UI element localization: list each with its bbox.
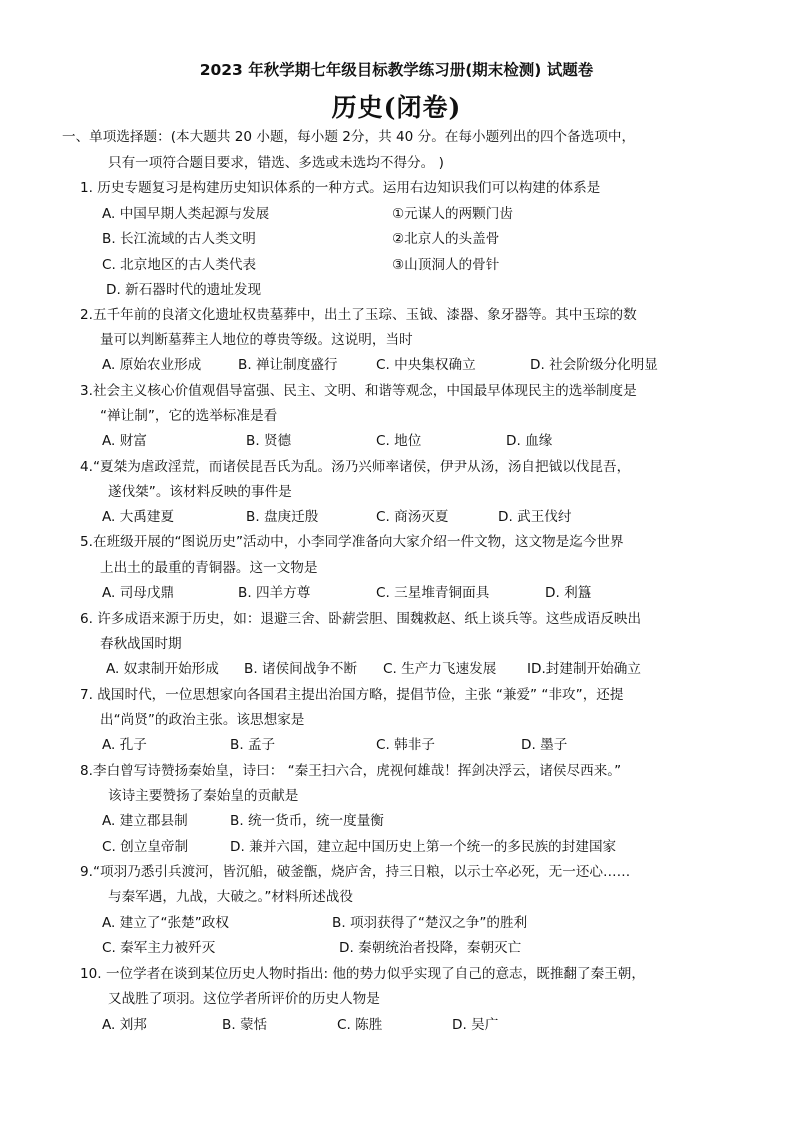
q4-option-b: B. 盘庚迁殷 [246,509,319,525]
q2-option-a: A. 原始农业形成 [102,357,202,373]
q7-stem-line2: 出“尚贤”的政治主张。该思想家是 [100,712,305,728]
q8-option-c: C. 创立皇帝制 [102,839,189,855]
q9-stem-line1: 9.“项羽乃悉引兵渡河，皆沉船，破釜甑，烧庐舍，持三日粮，以示士卒必死，无一还心…… [80,864,631,880]
q5-option-a: A. 司母戊鼎 [102,585,175,601]
q6-stem-line1: 6. 许多成语来源于历史，如：退避三舍、卧薪尝胆、围魏救赵、纸上谈兵等。这些成语反映出 [80,611,642,627]
q1-option-c: C. 北京地区的古人类代表 [102,257,257,273]
q3-option-d: D. 血缘 [506,433,553,449]
q2-stem-line2: 量可以判断墓葬主人地位的尊贵等级。这说明，当时 [100,332,413,348]
q8-option-a: A. 建立郡县制 [102,813,188,829]
q4-option-a: A. 大禹建夏 [102,509,175,525]
q10-stem-line2: 又战胜了项羽。这位学者所评价的历史人物是 [108,991,380,1007]
q9-option-a: A. 建立了“张楚”政权 [102,915,229,931]
q2-option-c: C. 中央集权确立 [376,357,476,373]
subject-title: 历史(闭卷) [331,93,462,122]
q4-stem-line2: 遂伐桀”。该材料反映的事件是 [108,484,292,500]
q9-option-c: C. 秦军主力被歼灭 [102,940,216,956]
q6-stem-line2: 春秋战国时期 [100,636,182,652]
q6-option-c: C. 生产力飞速发展 [383,661,497,677]
q10-option-d: D. 吴广 [452,1017,499,1033]
q7-option-b: B. 孟子 [230,737,276,753]
q7-stem-line1: 7. 战国时代，一位思想家向各国君主提出治国方略，提倡节俭，主张 “兼爱” “非攻”，还提 [80,687,624,703]
q3-option-b: B. 贤德 [246,433,292,449]
q6-option-a: A. 奴隶制开始形成 [106,661,219,677]
q5-stem-line1: 5.在班级开展的“图说历史”活动中，小李同学准备向大家介绍一件文物，这文物是迄今世界 [80,534,624,550]
q1-material-1: ①元谋人的两颗门齿 [392,206,513,222]
q8-stem-line2: 该诗主要赞扬了秦始皇的贡献是 [108,788,299,804]
section-instructions-line1: 一、单项选择题：(本大题共 20 小题，每小题 2分，共 40 分。在每小题列出的四个备选项中， [62,129,636,145]
q8-option-d: D. 兼并六国，建立起中国历史上第一个统一的多民族的封建国家 [230,839,617,855]
q5-option-d: D. 利簋 [545,585,592,601]
q2-stem-line1: 2.五千年前的良渚文化遗址权贵墓葬中，出土了玉琮、玉钺、漆器、象牙器等。其中玉琮的数 [80,307,637,323]
q3-stem-line2: “禅让制”，它的选举标准是看 [100,408,278,424]
q3-option-a: A. 财富 [102,433,147,449]
q5-option-b: B. 四羊方尊 [238,585,311,601]
q9-option-b: B. 项羽获得了“楚汉之争”的胜利 [332,915,528,931]
q7-option-a: A. 孔子 [102,737,147,753]
q4-stem-line1: 4.“夏桀为虐政淫荒，而诸侯昆吾氏为乱。汤乃兴师率诸侯，伊尹从汤，汤自把钺以伐昆吾， [80,459,631,475]
q1-option-a: A. 中国早期人类起源与发展 [102,206,270,222]
q2-option-b: B. 禅让制度盛行 [238,357,338,373]
q5-option-c: C. 三星堆青铜面具 [376,585,490,601]
q9-stem-line2: 与秦军遇，九战，大破之。”材料所述战役 [108,889,353,905]
q10-option-a: A. 刘邦 [102,1017,147,1033]
q3-option-c: C. 地位 [376,433,422,449]
q4-option-c: C. 商汤灭夏 [376,509,449,525]
q1-option-d: D. 新石器时代的遗址发现 [106,282,262,298]
exam-title: 2023 年秋学期七年级目标教学练习册(期末检测) 试题卷 [199,61,594,79]
q6-option-b: B. 诸侯间战争不断 [244,661,358,677]
q3-stem-line1: 3.社会主义核心价值观倡导富强、民主、文明、和谐等观念，中国最早体现民主的选举制度是 [80,383,637,399]
q4-option-d: D. 武王伐纣 [498,509,572,525]
q8-option-b: B. 统一货币，统一度量衡 [230,813,384,829]
q1-material-2: ②北京人的头盖骨 [392,231,500,247]
q9-option-d: D. 秦朝统治者投降，秦朝灭亡 [339,940,522,956]
q5-stem-line2: 上出土的最重的青铜器。这一文物是 [100,560,318,576]
q10-option-b: B. 蒙恬 [222,1017,268,1033]
q8-stem-line1: 8.李白曾写诗赞扬秦始皇，诗曰： “秦王扫六合，虎视何雄哉！挥剑决浮云，诸侯尽西来。” [80,763,622,779]
q1-material-3: ③山顶洞人的骨针 [392,257,500,273]
q2-option-d: D. 社会阶级分化明显 [530,357,658,373]
q10-option-c: C. 陈胜 [337,1017,383,1033]
q6-option-d: ID.封建制开始确立 [527,661,641,677]
q7-option-c: C. 韩非子 [376,737,435,753]
q7-option-d: D. 墨子 [521,737,568,753]
section-instructions-line2: 只有一项符合题目要求，错选、多选或未选均不得分。 ) [108,155,444,171]
q10-stem-line1: 10. 一位学者在谈到某位历史人物时指出: 他的势力似乎实现了自己的意志，既推翻了秦王朝， [80,966,645,982]
q1-stem: 1. 历史专题复习是构建历史知识体系的一种方式。运用右边知识我们可以构建的体系是 [80,180,601,196]
q1-option-b: B. 长江流域的古人类文明 [102,231,256,247]
